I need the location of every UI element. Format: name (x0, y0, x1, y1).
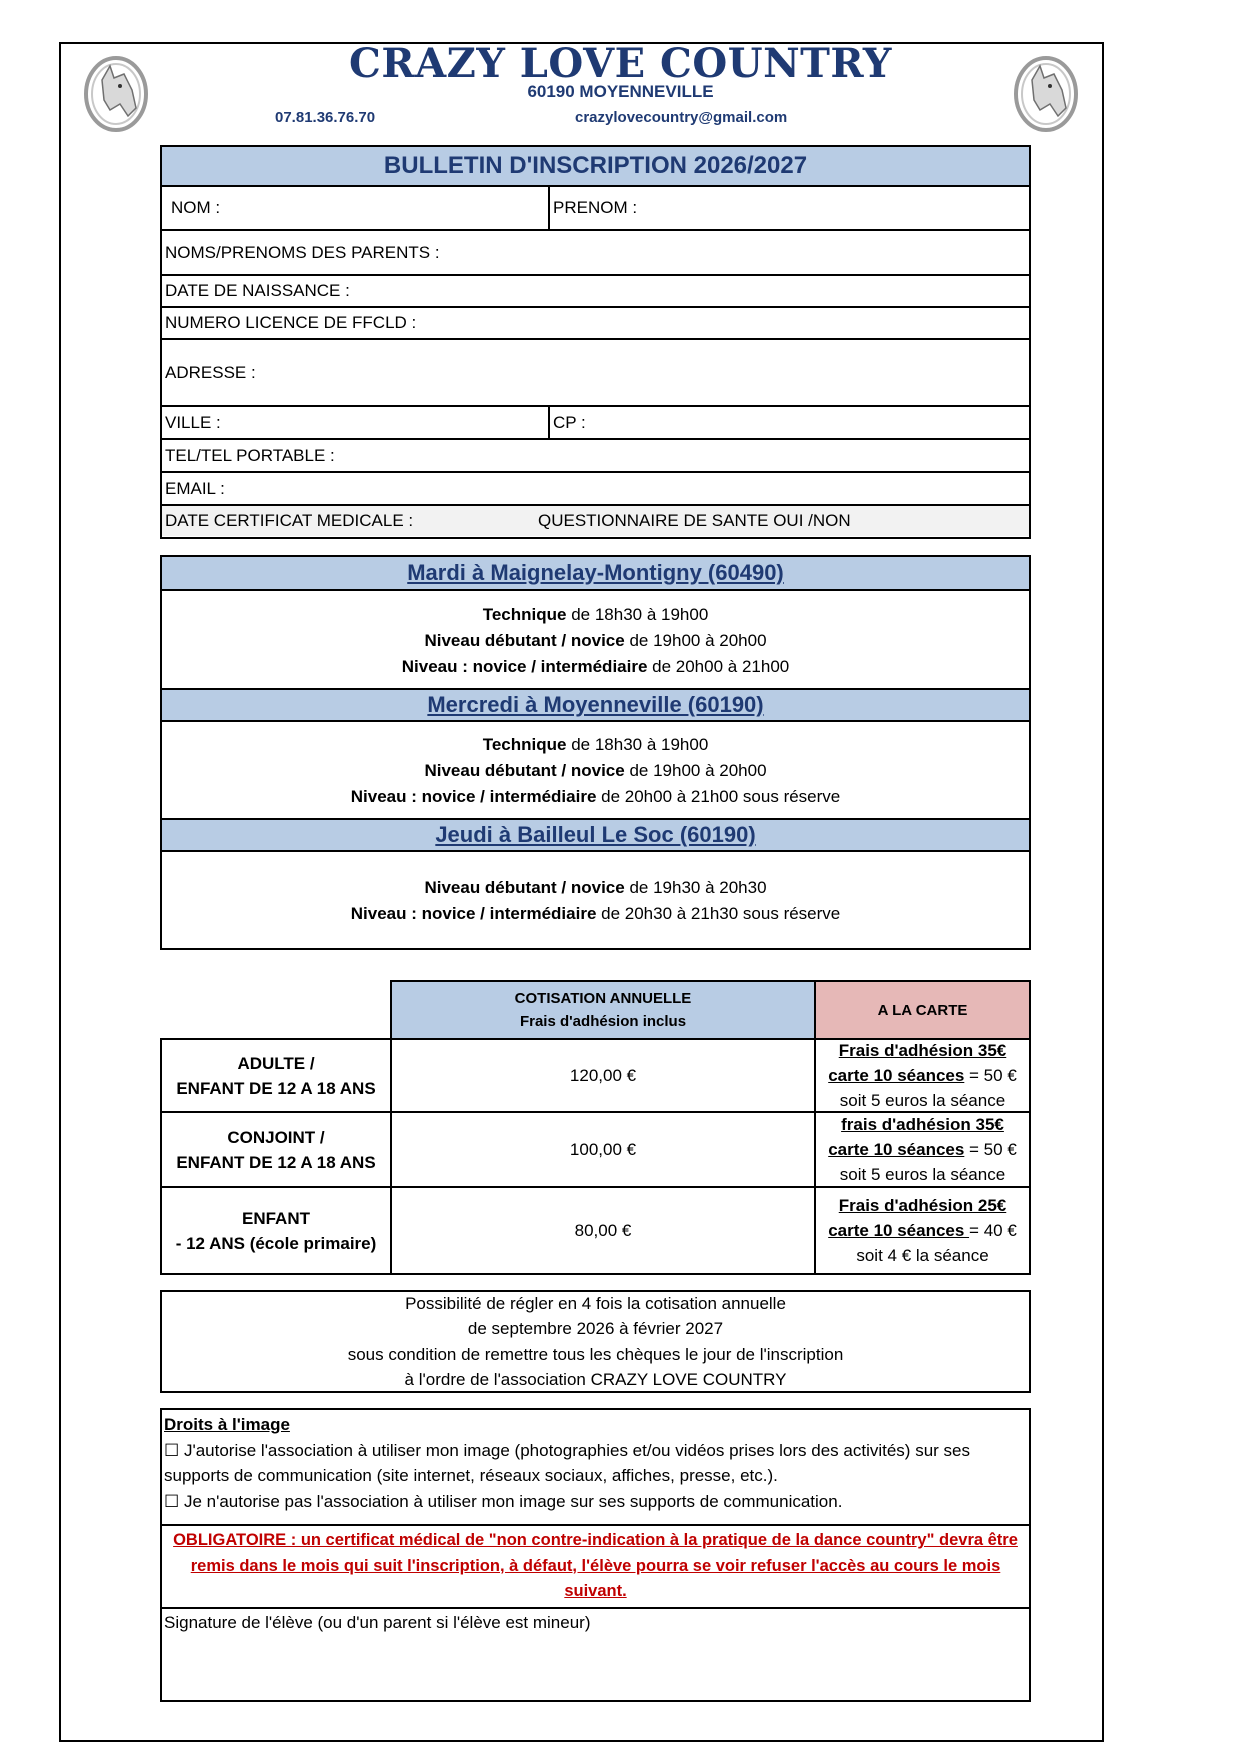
thursday-line-1: Niveau débutant / novice de 19h30 à 20h30 (424, 878, 767, 897)
prenom-field[interactable]: PRENOM : (548, 187, 1029, 229)
carte-child: Frais d'adhésion 25€ carte 10 séances = 40 € soit 4 € la séance (814, 1186, 1031, 1275)
payment-info: Possibilité de régler en 4 fois la cotisation annuelle de septembre 2026 à février 2027 sous condition de remettre tous les chèques le jour de l'inscription à l'ordre de l'association CRAZY LOVE COUNTRY (160, 1290, 1031, 1393)
image-consent-yes[interactable]: ☐ J'autorise l'association à utiliser mon image (photographies et/ou vidéos prises lors des activités) sur ses supports de communication (site internet, réseaux sociaux, affiches, presse, etc.). (164, 1440, 970, 1485)
thursday-heading: Jeudi à Bailleul Le Soc (60190) (162, 818, 1029, 852)
parents-row (162, 231, 1029, 276)
birth-row (162, 276, 1029, 308)
club-title: CRAZY LOVE COUNTRY (349, 40, 892, 87)
price-child: 80,00 € (390, 1186, 816, 1275)
wednesday-line-3: Niveau : novice / intermédiaire de 20h00 à 21h00 sous réserve (350, 787, 841, 806)
tuesday-line-1: Technique de 18h30 à 19h00 (482, 605, 709, 624)
wednesday-heading: Mercredi à Moyenneville (60190) (162, 688, 1029, 722)
wednesday-line-2: Niveau débutant / novice de 19h00 à 20h00 (424, 761, 767, 780)
ville-field[interactable]: VILLE : (165, 412, 221, 432)
signature-area[interactable] (162, 1638, 1029, 1700)
image-consent-no[interactable]: ☐ Je n'autorise pas l'association à utiliser mon image sur ses supports de communication. (164, 1491, 843, 1511)
image-rights-section (160, 1408, 1031, 1702)
address-field[interactable]: ADRESSE : (165, 362, 256, 382)
category-adult: ADULTE / ENFANT DE 12 A 18 ANS (160, 1038, 392, 1113)
thursday-line-2: Niveau : novice / intermédiaire de 20h30 à 21h30 sous réserve (350, 904, 841, 923)
carte-spouse: frais d'adhésion 35€ carte 10 séances = 50 € soit 5 euros la séance (814, 1111, 1031, 1188)
annual-fee-header: COTISATION ANNUELLE Frais d'adhésion inclus (390, 980, 816, 1040)
tuesday-heading: Mardi à Maignelay-Montigny (60490) (162, 557, 1029, 591)
address-row (162, 340, 1029, 407)
email-row (162, 473, 1029, 506)
image-rights-title: Droits à l'image (164, 1415, 290, 1434)
city-row (162, 407, 1029, 440)
medical-certificate-notice: OBLIGATOIRE : un certificat médical de "non contre-indication à la pratique de la dance country" devra être remis dans le mois qui suit l'inscription, à défaut, l'élève pourra se voir refuser l'accès au cours le mois suivant. (162, 1524, 1029, 1609)
club-email: crazylovecountry@gmail.com (575, 109, 788, 126)
form-heading: BULLETIN D'INSCRIPTION 2026/2027 (162, 147, 1029, 187)
carte-adult: Frais d'adhésion 35€ carte 10 séances = 50 € soit 5 euros la séance (814, 1038, 1031, 1113)
signature-label: Signature de l'élève (ou d'un parent si l'élève est mineur) (164, 1613, 591, 1632)
price-adult: 120,00 € (390, 1038, 816, 1113)
price-spouse: 100,00 € (390, 1111, 816, 1188)
certificate-row (162, 506, 1029, 536)
schedule-section (160, 555, 1031, 950)
category-spouse: CONJOINT / ENFANT DE 12 A 18 ANS (160, 1111, 392, 1188)
cp-field[interactable]: CP : (548, 407, 1029, 438)
tuesday-line-3: Niveau : novice / intermédiaire de 20h00 à 21h00 (401, 657, 790, 676)
wednesday-line-1: Technique de 18h30 à 19h00 (482, 735, 709, 754)
email-field[interactable]: EMAIL : (165, 478, 225, 498)
tel-field[interactable]: TEL/TEL PORTABLE : (165, 445, 335, 465)
licence-row (162, 308, 1029, 340)
club-city: 60190 MOYENNEVILLE (527, 82, 714, 101)
birthdate-field[interactable]: DATE DE NAISSANCE : (165, 281, 350, 300)
club-phone: 07.81.36.76.70 (275, 109, 376, 126)
registration-form (160, 145, 1031, 539)
tuesday-line-2: Niveau débutant / novice de 19h00 à 20h00 (424, 631, 767, 650)
health-questionnaire-field[interactable]: QUESTIONNAIRE DE SANTE OUI /NON (538, 511, 851, 530)
image-rights-block (164, 1412, 1025, 1514)
parents-field[interactable]: NOMS/PRENOMS DES PARENTS : (165, 242, 440, 262)
tel-row (162, 440, 1029, 473)
category-child: ENFANT - 12 ANS (école primaire) (160, 1186, 392, 1275)
licence-field[interactable]: NUMERO LICENCE DE FFCLD : (165, 313, 417, 332)
per-session-header: A LA CARTE (814, 980, 1031, 1040)
nom-field[interactable]: NOM : (171, 198, 221, 217)
certificate-date-field[interactable]: DATE CERTIFICAT MEDICALE : (165, 511, 414, 530)
name-row (162, 187, 1029, 231)
